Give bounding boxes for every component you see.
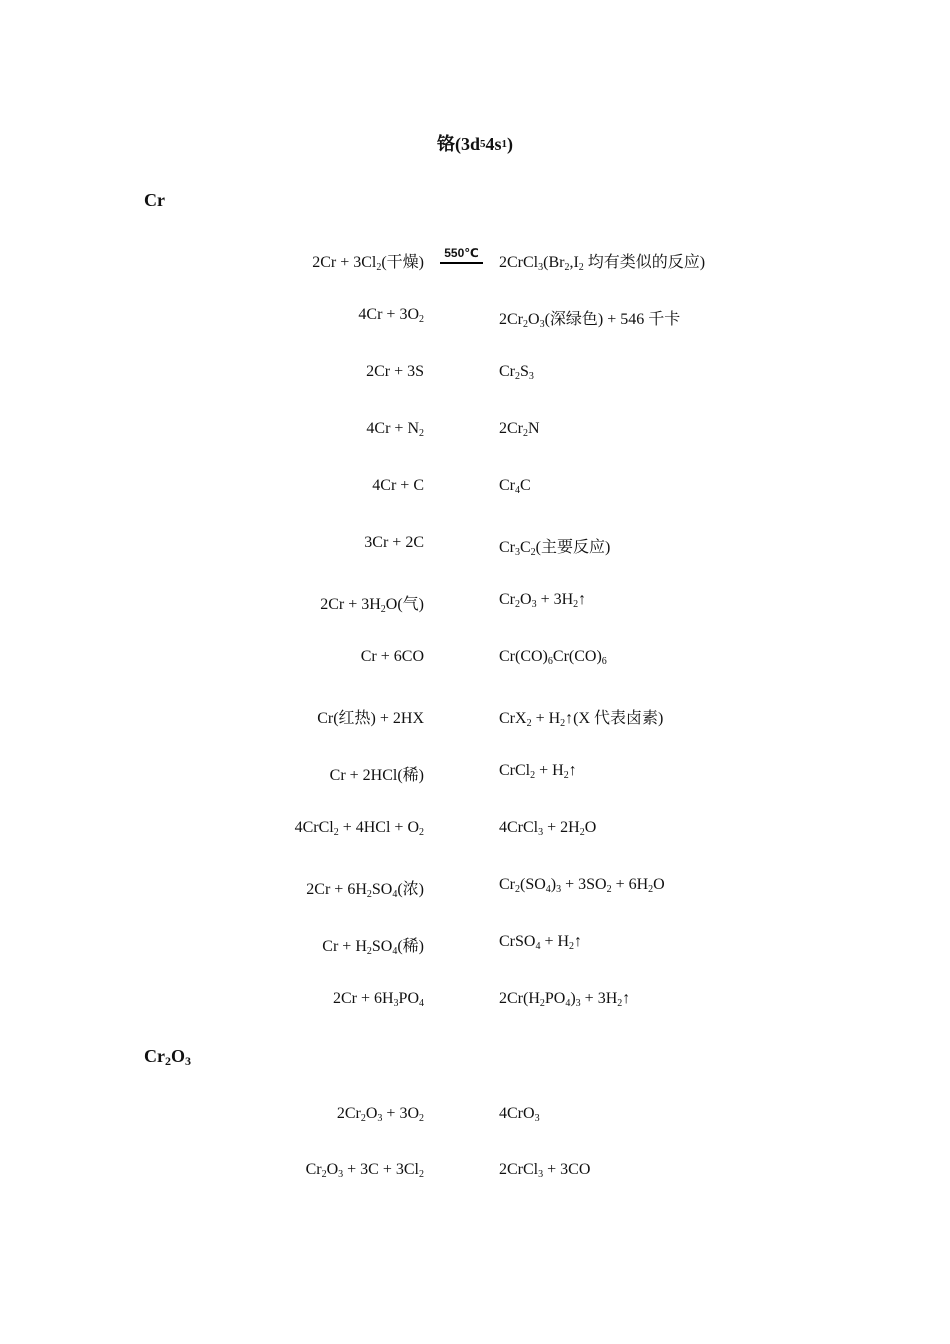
reaction-row xyxy=(0,591,950,615)
reaction-row xyxy=(0,648,950,672)
reaction-row xyxy=(0,246,950,273)
reaction-row xyxy=(0,306,950,330)
products: $Cr_3C_2$(主要反应) xyxy=(499,539,611,558)
reactants: $Cr + H_2SO_4$(稀) xyxy=(322,938,424,957)
products: $Cr_2O_3$ + $3H_2↑$ xyxy=(499,591,587,610)
reaction-row xyxy=(0,819,950,843)
reactants: $2Cr + 6H_2SO_4$(浓) xyxy=(306,881,424,900)
products: $2Cr(H_2PO_4)_3$ + $3H_2↑$ xyxy=(499,990,631,1009)
reactants: 4Cr + C xyxy=(372,477,424,494)
reaction-row xyxy=(0,363,950,387)
products: $2Cr_2O_3$(深绿色) + 546 千卡 xyxy=(499,311,681,330)
section-heading-cr2o3: $Cr_2O_3$ xyxy=(144,1046,192,1068)
products: $Cr_2S_3$ xyxy=(499,363,534,382)
reaction-row xyxy=(0,705,950,729)
section-heading-cr: Cr xyxy=(144,190,165,210)
reaction-row xyxy=(0,1161,950,1185)
reactants: $2Cr + 3Cl_2$(干燥) xyxy=(312,254,424,273)
reactants: $2Cr_2O_3 + 3O_2$ xyxy=(336,1105,424,1124)
reactants: 2Cr + 3S xyxy=(366,363,424,380)
products: $CrX_2 + H_2↑(X$ 代表卤素) xyxy=(499,710,664,729)
products: 4CrO$_3$ xyxy=(499,1105,540,1124)
products: $Cr(CO)_6Cr(CO)_6$ xyxy=(499,648,607,667)
reaction-row xyxy=(0,990,950,1014)
reactants: $Cr_2O_3 + 3C + 3Cl_2$ xyxy=(305,1161,424,1180)
reactants: 4CrCl$_2$ + $4HCl + O_2$ xyxy=(294,819,424,838)
reaction-condition: 550℃ xyxy=(440,246,483,264)
reaction-row xyxy=(0,420,950,444)
reactants: Cr(红热) + 2HX xyxy=(317,710,424,727)
reactants: Cr + 6CO xyxy=(360,648,424,665)
page-title: 铬$(3d^54s^1)$ xyxy=(436,134,514,154)
products: 2CrCl$_3$ + 3CO xyxy=(499,1161,591,1180)
products: 4CrCl$_3$ + $2H_2O$ xyxy=(499,819,597,838)
reactants: 3Cr + 2C xyxy=(364,534,424,551)
reaction-row xyxy=(0,534,950,558)
reaction-row xyxy=(0,1105,950,1129)
reactants: $2Cr + 3H_2O$(气) xyxy=(320,596,424,615)
reactants: $4Cr + N_2$ xyxy=(366,420,424,439)
products: $Cr_4C$ xyxy=(499,477,531,496)
products: CrCl$_2$ + $H_2↑$ xyxy=(499,762,577,781)
reaction-row xyxy=(0,876,950,900)
products: CrSO$_4$ + $H_2↑$ xyxy=(499,933,583,952)
reaction-row xyxy=(0,933,950,957)
reaction-row xyxy=(0,762,950,786)
products: $Cr_2(SO_4)_3 + 3SO_2 + 6H_2O$ xyxy=(499,876,665,895)
products: $2Cr_2N$ xyxy=(499,420,540,439)
reaction-row xyxy=(0,477,950,501)
reactants: $4Cr + 3O_2$ xyxy=(358,306,424,325)
reactants: $2Cr + 6H_3PO_4$ xyxy=(332,990,424,1009)
products: $2CrCl_3(Br_2,I_2$ 均有类似的反应) xyxy=(499,254,706,273)
reactants: Cr + 2HCl(稀) xyxy=(329,767,424,784)
